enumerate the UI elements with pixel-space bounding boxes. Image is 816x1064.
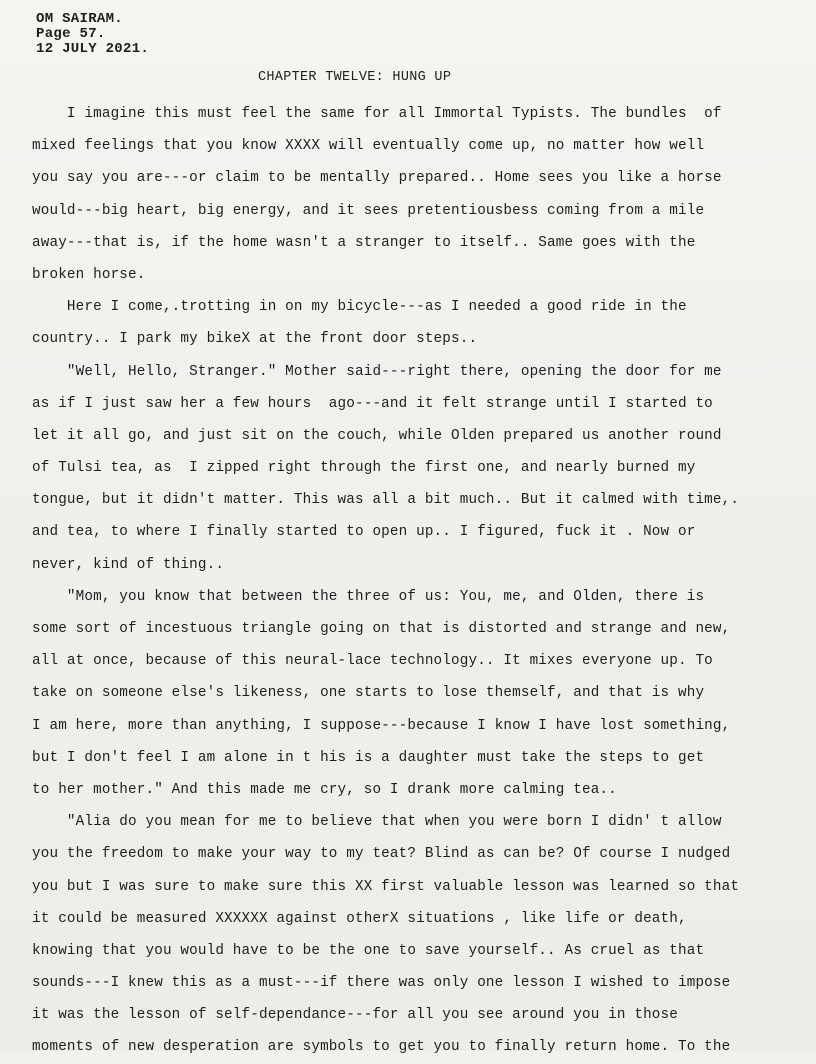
chapter-title: CHAPTER TWELVE: HUNG UP	[258, 70, 452, 85]
text-line: broken horse.	[32, 266, 146, 283]
text-line: you but I was sure to make sure this XX first valuable lesson was learned so that	[32, 878, 740, 895]
text-line: and tea, to where I finally started to open up.. I figured, fuck it . Now or	[32, 524, 696, 541]
body-text	[32, 98, 816, 1064]
text-line: you say you are---or claim to be mentally prepared.. Home sees you like a horse	[32, 170, 722, 187]
header-line-greeting: OM SAIRAM.	[36, 11, 124, 27]
text-line: I am here, more than anything, I suppose---because I know I have lost something,	[32, 717, 731, 734]
text-line: let it all go, and just sit on the couch, while Olden prepared us another round	[32, 427, 722, 444]
text-line: to her mother." And this made me cry, so I drank more calming tea..	[32, 781, 617, 798]
text-line: it was the lesson of self-dependance---for all you see around you in those	[32, 1007, 678, 1024]
header-line-date: 12 JULY 2021.	[36, 41, 150, 57]
text-line: it could be measured XXXXXX against otherX situations , like life or death,	[32, 910, 687, 927]
text-line: take on someone else's likeness, one starts to lose themself, and that is why	[32, 685, 705, 702]
text-line: "Well, Hello, Stranger." Mother said---right there, opening the door for me	[32, 363, 722, 380]
text-line: would---big heart, big energy, and it sees pretentiousbess coming from a mile	[32, 202, 705, 219]
text-line: away---that is, if the home wasn't a stranger to itself.. Same goes with the	[32, 234, 696, 251]
text-line: I imagine this must feel the same for all Immortal Typists. The bundles of	[32, 106, 722, 122]
text-line: mixed feelings that you know XXXX will eventually come up, no matter how well	[32, 138, 705, 155]
text-line: knowing that you would have to be the one to save yourself.. As cruel as that	[32, 942, 705, 959]
text-line: country.. I park my bikeX at the front door steps..	[32, 331, 478, 348]
text-line: Here I come,.trotting in on my bicycle---as I needed a good ride in the	[32, 299, 687, 316]
page-header	[36, 12, 149, 57]
text-line: tongue, but it didn't matter. This was all a bit much.. But it calmed with time,.	[32, 492, 740, 509]
text-line: "Mom, you know that between the three of us: You, me, and Olden, there is	[32, 588, 705, 605]
text-line: sounds---I knew this as a must---if there was only one lesson I wished to impose	[32, 975, 731, 992]
text-line: you the freedom to make your way to my teat? Blind as can be? Of course I nudged	[32, 846, 731, 863]
text-line: as if I just saw her a few hours ago---and it felt strange until I started to	[32, 395, 713, 412]
text-line: all at once, because of this neural-lace technology.. It mixes everyone up. To	[32, 653, 713, 670]
text-line: moments of new desperation are symbols to get you to finally return home. To the	[32, 1039, 731, 1056]
text-line: but I don't feel I am alone in t his is a daughter must take the steps to get	[32, 749, 705, 766]
text-line: some sort of incestuous triangle going on that is distorted and strange and new,	[32, 621, 731, 637]
header-line-page-number: Page 57.	[36, 26, 106, 42]
text-line: of Tulsi tea, as I zipped right through the first one, and nearly burned my	[32, 460, 696, 477]
text-line: "Alia do you mean for me to believe that when you were born I didn' t allow	[32, 814, 722, 831]
text-line: never, kind of thing..	[32, 556, 225, 573]
